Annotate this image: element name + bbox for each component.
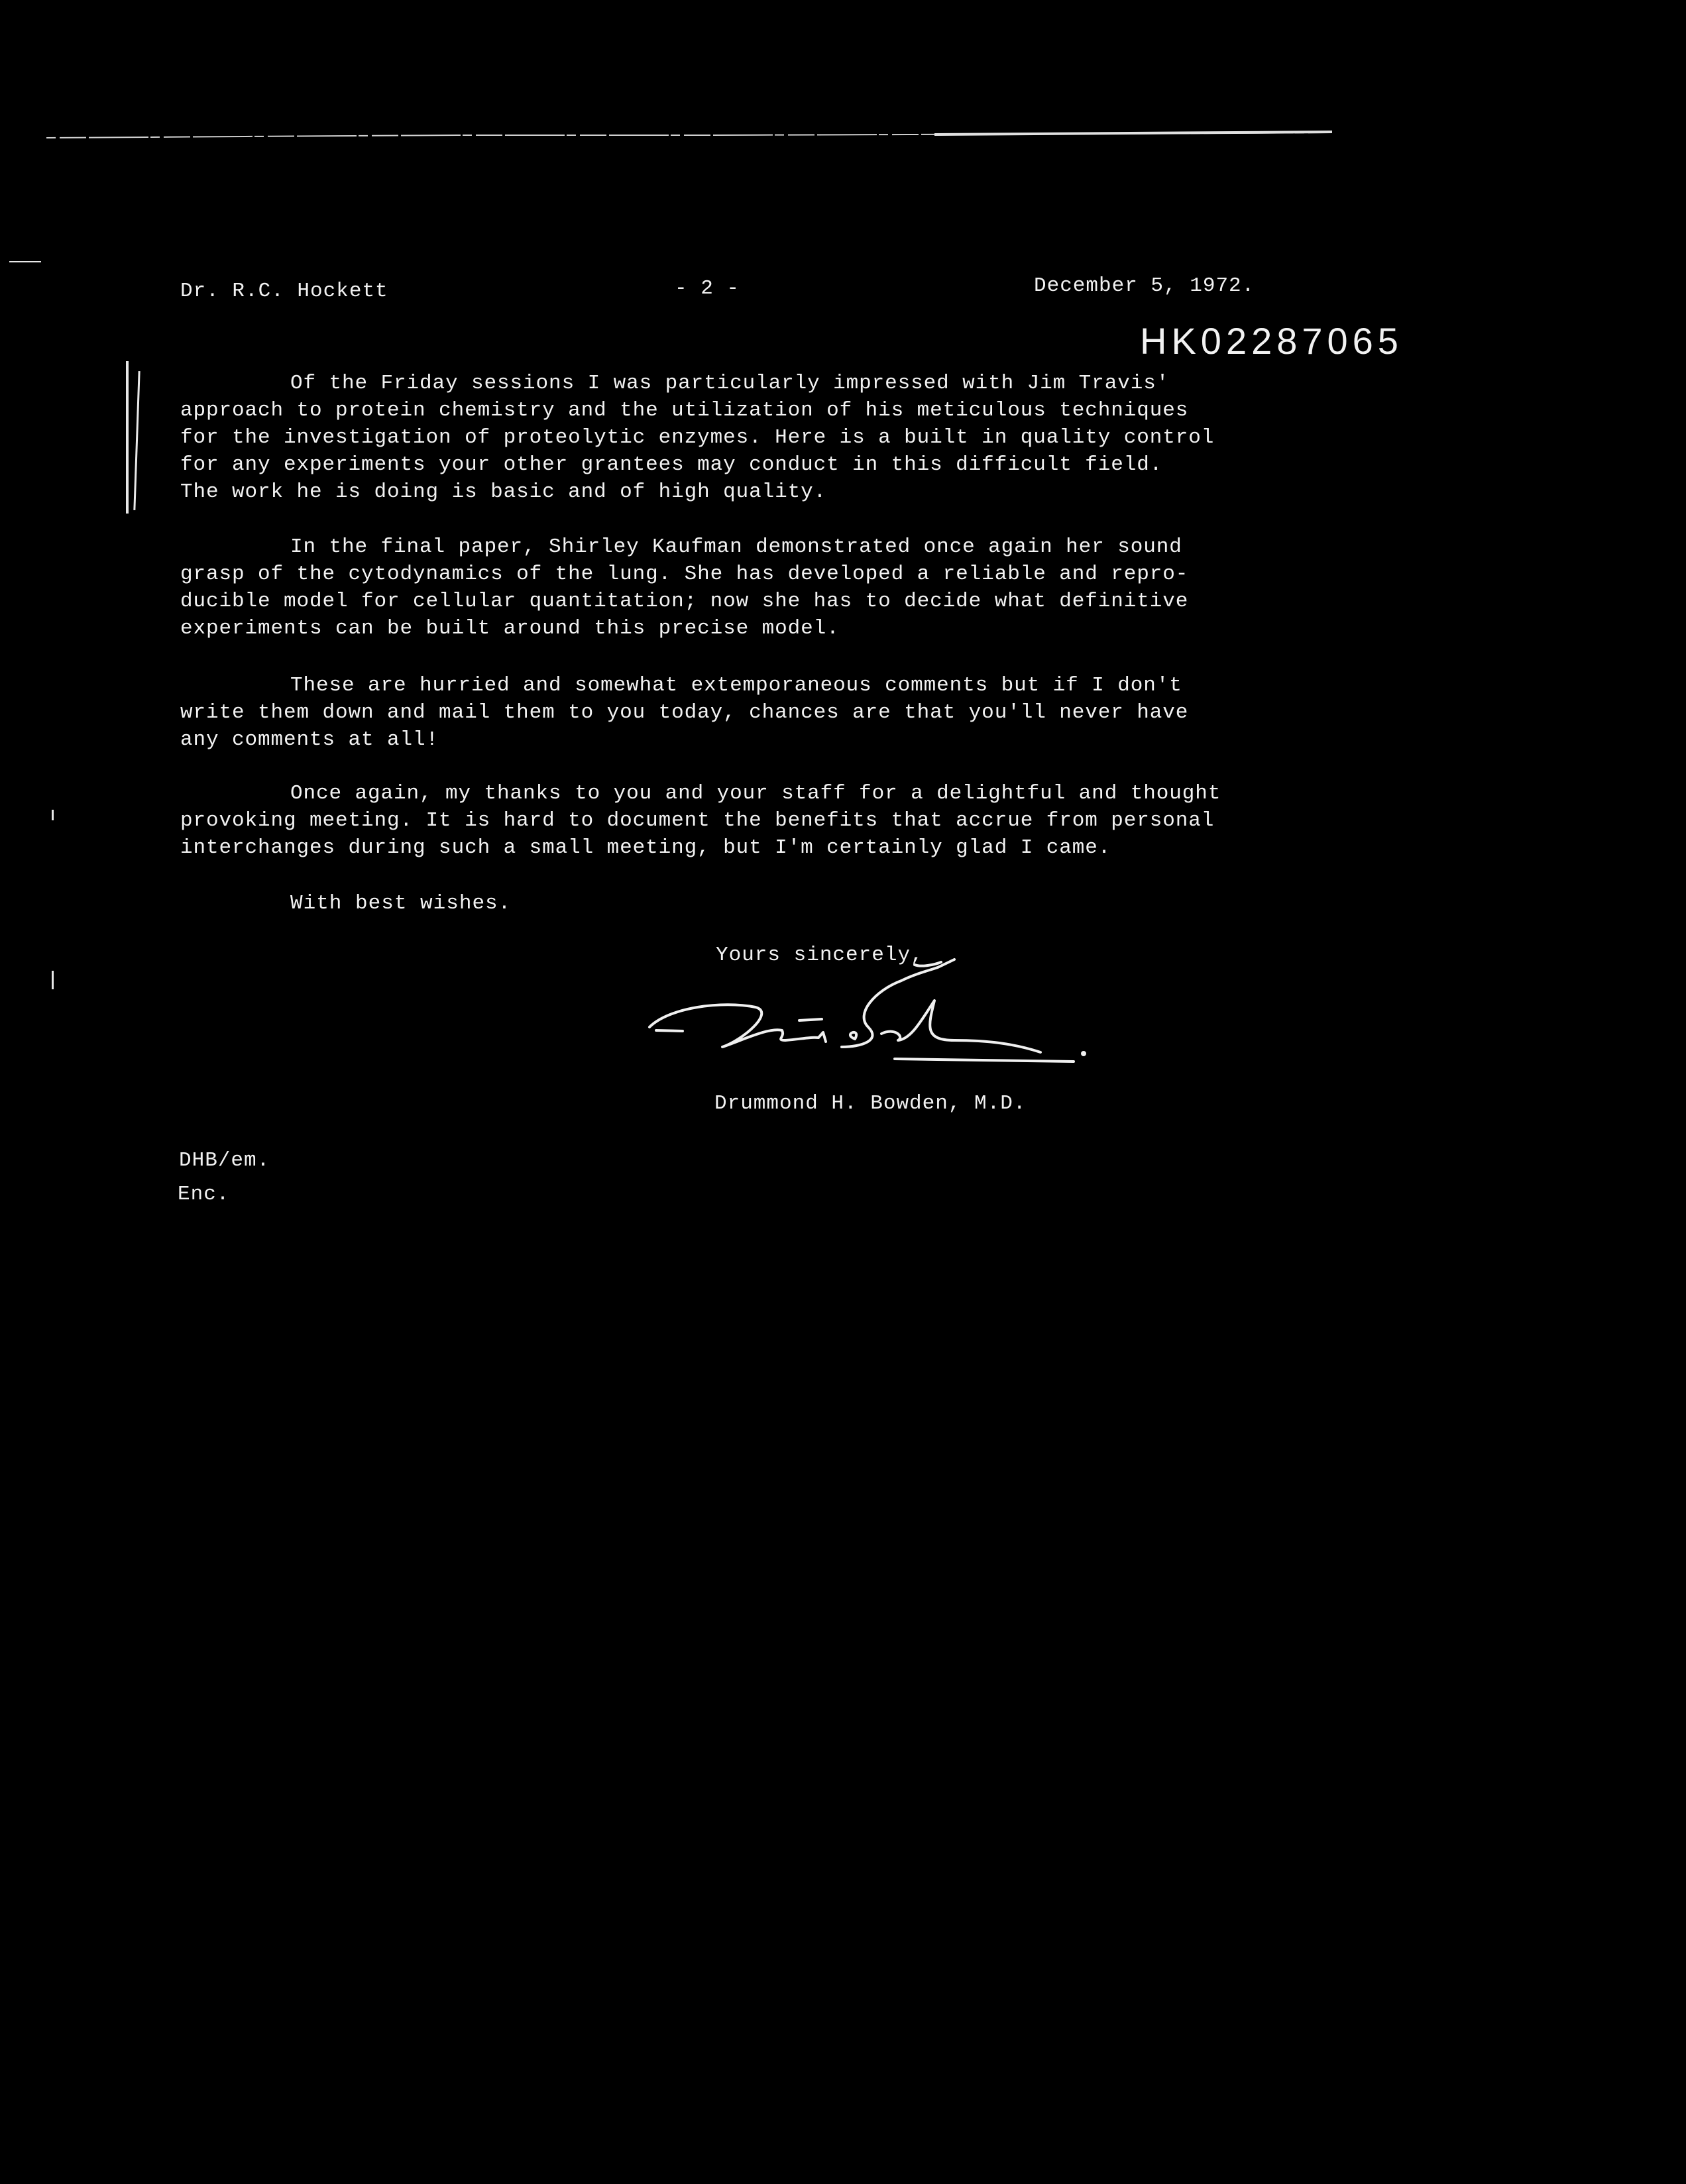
handwritten-signature: [643, 941, 1094, 1073]
paragraph-line: grasp of the cytodynamics of the lung. She has developed a reliable and repro-: [180, 563, 1189, 586]
signer-name: Drummond H. Bowden, M.D.: [714, 1092, 1027, 1115]
paragraph-line: These are hurried and somewhat extemporaneous comments but if I don't: [290, 674, 1182, 697]
paragraph-line: In the final paper, Shirley Kaufman demonstrated once again her sound: [290, 535, 1182, 559]
paragraph-line: experiments can be built around this precise model.: [180, 617, 840, 640]
paragraph-thanks: [180, 780, 1280, 861]
typist-initials: DHB/em.: [179, 1149, 270, 1172]
page-number: - 2 -: [675, 277, 740, 300]
margin-tick-mark: [52, 810, 54, 820]
paragraph-line: ducible model for cellular quantitation; now she has to decide what definitive: [180, 590, 1189, 613]
paragraph-line: The work he is doing is basic and of high quality.: [180, 480, 827, 504]
paragraph-line: for any experiments your other grantees may conduct in this difficult field.: [180, 453, 1163, 476]
valediction: Yours sincerely,: [716, 944, 924, 967]
scan-edge-rule: [46, 130, 1332, 142]
paragraph-line: write them down and mail them to you today, chances are that you'll never have: [180, 701, 1189, 724]
recipient-header: Dr. R.C. Hockett: [180, 280, 388, 303]
margin-bracket-mark: [126, 361, 129, 514]
paragraph-line: any comments at all!: [180, 728, 439, 751]
margin-bracket-mark: [133, 371, 140, 510]
paragraph-line: approach to protein chemistry and the utilization of his meticulous techniques: [180, 399, 1189, 422]
margin-tick-mark: [52, 971, 54, 989]
letter-date: December 5, 1972.: [1034, 274, 1255, 298]
paragraph-line: provoking meeting. It is hard to document the benefits that accrue from personal: [180, 809, 1215, 832]
paragraph-comments: [180, 672, 1280, 753]
paragraph-line: Once again, my thanks to you and your staff for a delightful and thought: [290, 782, 1221, 805]
margin-dash-mark: [9, 261, 41, 262]
paragraph-line: Of the Friday sessions I was particularly impressed with Jim Travis': [290, 372, 1170, 395]
enclosure-note: Enc.: [178, 1183, 230, 1206]
paragraph-line: for the investigation of proteolytic enzymes. Here is a built in quality control: [180, 426, 1215, 449]
paragraph-kaufman: [180, 533, 1280, 642]
paragraph-travis: [180, 370, 1280, 506]
document-id-stamp: HK02287065: [1140, 320, 1403, 362]
paragraph-line: interchanges during such a small meeting, but I'm certainly glad I came.: [180, 836, 1111, 859]
best-wishes: With best wishes.: [290, 892, 512, 915]
